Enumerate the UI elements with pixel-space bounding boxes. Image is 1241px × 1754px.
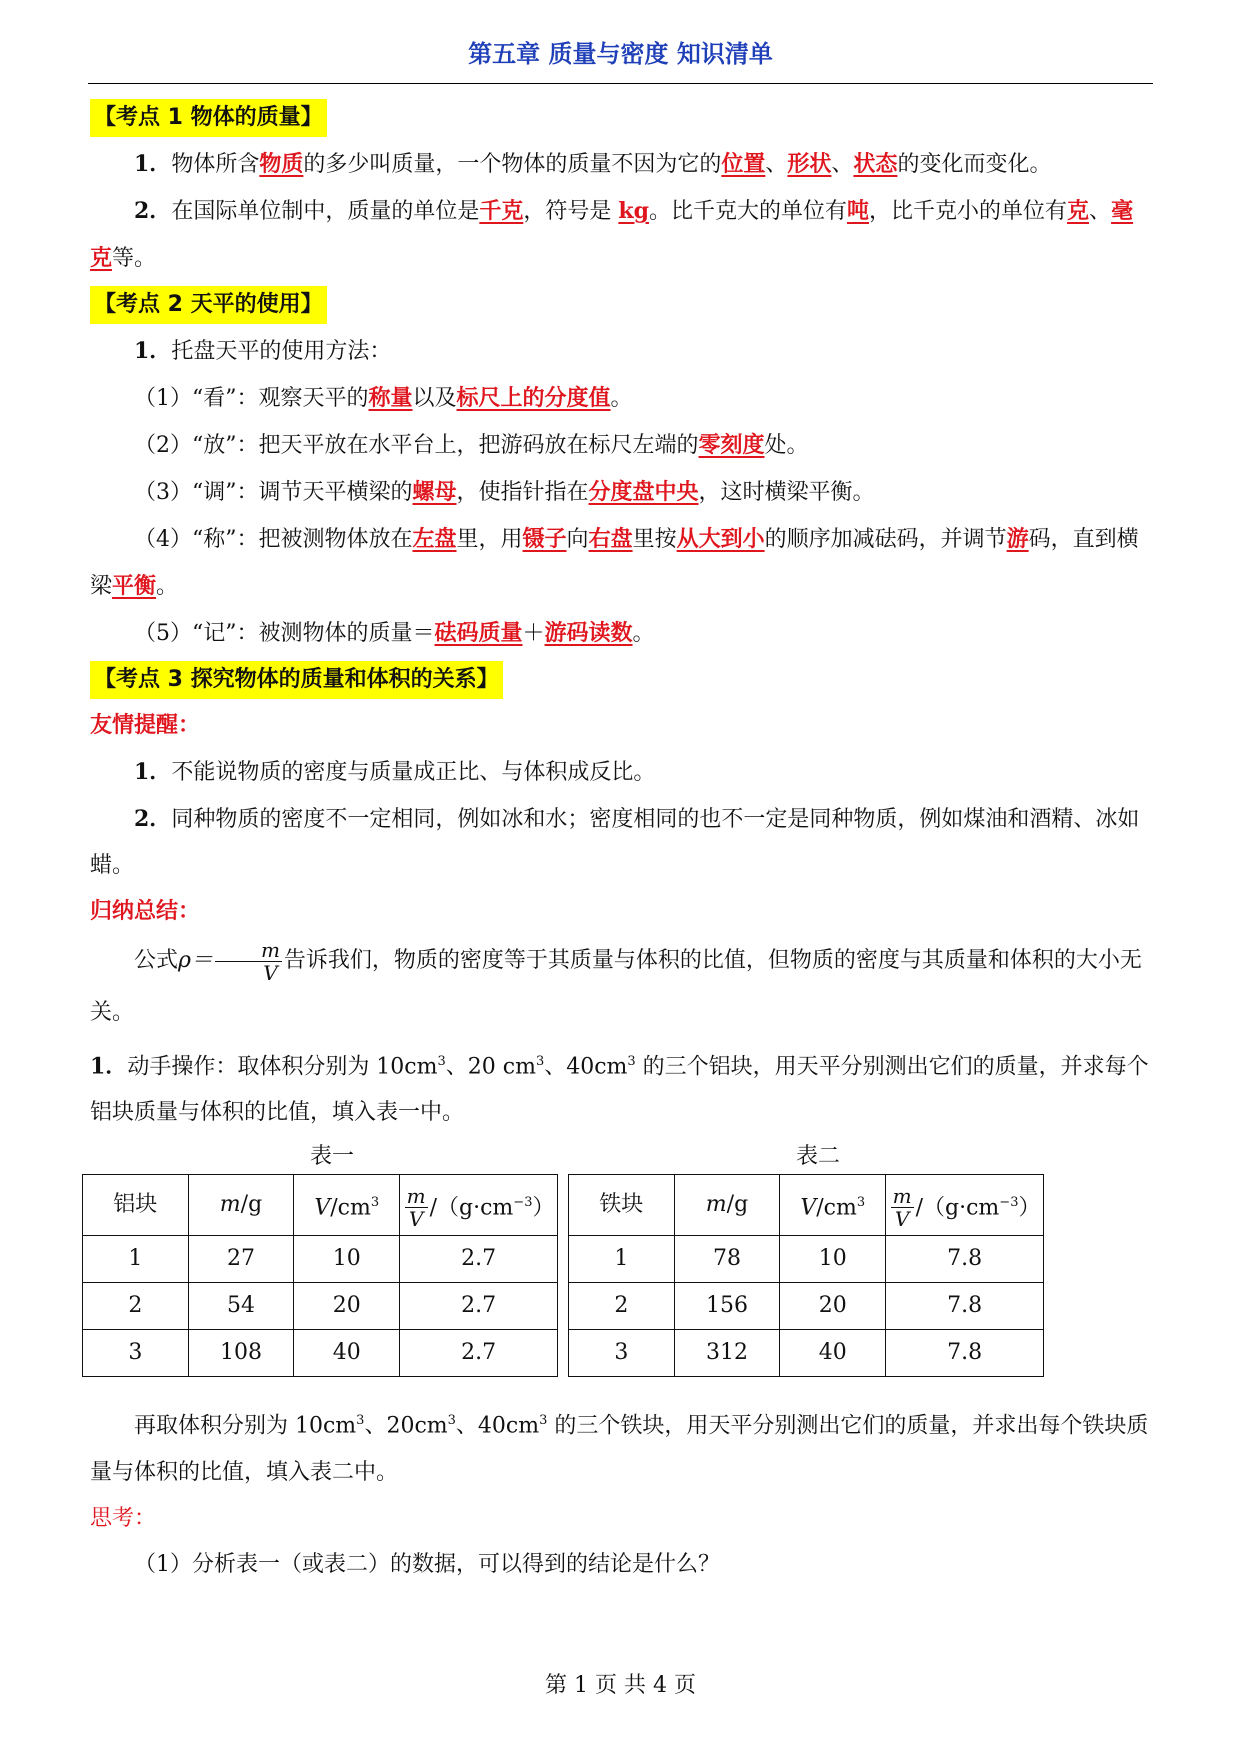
point-2-step-1: （1）“看”：观察天平的称量以及标尺上的分度值。 — [134, 385, 633, 411]
point-2-heading: 【考点 2 天平的使用】 — [90, 286, 327, 324]
key-term: 螺母 — [412, 479, 457, 505]
key-term: 物质 — [259, 151, 304, 177]
key-term: 称量 — [368, 385, 413, 411]
key-term: 分度盘中央 — [588, 479, 699, 505]
point-1-paragraph-2: 2．在国际单位制中，质量的单位是千克，符号是 kg。比千克大的单位有吨，比千克小的单位有克、毫克等。 — [90, 198, 1134, 271]
key-term: 千克 — [479, 198, 524, 224]
operation-paragraph: 1．动手操作：取体积分别为 $10cm^3$、20 $cm^3$、$40cm^3$ 的三个铝块，用天平分别测出它们的质量，并求每个铝块质量与体积的比值，填入表一中。 — [90, 1053, 1149, 1126]
point-1-heading: 【考点 1 物体的质量】 — [90, 99, 327, 137]
data-tables — [90, 1140, 1153, 1398]
key-term: 平衡 — [112, 573, 157, 599]
point-2-step-5: （5）“记”：被测物体的质量＝砝码质量＋游码读数。 — [134, 620, 655, 646]
table-1 — [82, 1174, 558, 1377]
reminder-1: 1．不能说物质的密度与质量成正比、与体积成反比。 — [134, 759, 656, 785]
table-row: 1 27 10 2.7 — [83, 1236, 558, 1283]
page-number: 第 1 页 共 4 页 — [545, 1673, 696, 1698]
iron-paragraph: 再取体积分别为 $10cm^3$、$20cm^3$、$40cm^3$ 的三个铁块，用天平分别测出它们的质量，并求出每个铁块质量与体积的比值，填入表二中。 — [90, 1413, 1149, 1485]
point-2-step-2: （2）“放”：把天平放在水平台上，把游码放在标尺左端的零刻度处。 — [134, 432, 809, 458]
key-term: 毫克 — [90, 198, 1134, 271]
key-term: 形状 — [787, 151, 832, 177]
key-term: 吨 — [847, 198, 870, 224]
key-term: 标尺上的分度值 — [456, 385, 611, 411]
table-1-caption: 表一 — [310, 1144, 355, 1170]
key-term: kg — [618, 198, 649, 224]
point-2-step-3: （3）“调”：调节天平横梁的螺母，使指针指在分度盘中央，这时横梁平衡。 — [134, 479, 875, 505]
key-term: 镊子 — [522, 526, 567, 552]
table-row: 1 78 10 7.8 — [569, 1236, 1044, 1283]
table-row: 3 312 40 7.8 — [569, 1330, 1044, 1377]
summary-heading: 归纳总结： — [90, 899, 201, 924]
point-2-intro: 1．托盘天平的使用方法： — [134, 338, 392, 364]
point-2-step-4: （4）“称”：把被测物体放在左盘里，用镊子向右盘里按从大到小的顺序加减砝码，并调节游码，直到横梁平衡。 — [90, 526, 1139, 599]
key-term: 游码读数 — [544, 620, 633, 646]
key-term: 右盘 — [588, 526, 633, 552]
main-content — [90, 95, 1153, 1588]
key-term: 游 — [1006, 526, 1029, 552]
point-3-heading: 【考点 3 探究物体的质量和体积的关系】 — [90, 661, 503, 699]
table-row: 3 108 40 2.7 — [83, 1330, 558, 1377]
fraction-m-over-v: $\frac{m}{V}$ — [215, 939, 282, 984]
key-term: 从大到小 — [676, 526, 765, 552]
table-row: 2 54 20 2.7 — [83, 1283, 558, 1330]
key-term: 位置 — [721, 151, 766, 177]
table-header-row: 铝块 m/g $V/cm^3$ $\frac{m}{V}$ $/(g\cdot cm^{-3})$ — [83, 1175, 558, 1236]
key-term: 状态 — [853, 151, 898, 177]
key-term: 零刻度 — [698, 432, 765, 458]
point-1-paragraph-1: 1．物体所含物质的多少叫质量，一个物体的质量不因为它的位置、形状、状态的变化而变化。 — [134, 151, 1052, 177]
table-2 — [568, 1174, 1044, 1377]
density-formula: ρ＝ — [178, 948, 213, 973]
header-divider — [88, 83, 1153, 84]
key-term: 砝码质量 — [434, 620, 523, 646]
summary-paragraph: 公式ρ＝ $\frac{m}{V}$ 告诉我们，物质的密度等于其质量与体积的比值，但物质的密度与其质量和体积的大小无关。 — [90, 937, 1142, 1025]
table-2-caption: 表二 — [796, 1144, 841, 1170]
table-header-row: 铁块 m/g $V/cm^3$ $\frac{m}{V}$ $/(g\cdot cm^{-3})$ — [569, 1175, 1044, 1236]
page-title: 第五章 质量与密度 知识清单 — [468, 40, 773, 68]
reminder-2: 2．同种物质的密度不一定相同，例如冰和水；密度相同的也不一定是同种物质，例如煤油和酒精、冰如蜡。 — [90, 806, 1140, 878]
question-1: （1）分析表一（或表二）的数据，可以得到的结论是什么？ — [134, 1551, 720, 1577]
think-heading: 思考： — [90, 1505, 157, 1531]
table-row: 2 156 20 7.8 — [569, 1283, 1044, 1330]
reminder-heading: 友情提醒： — [90, 713, 201, 738]
key-term: 克 — [1067, 198, 1090, 224]
key-term: 左盘 — [412, 526, 457, 552]
